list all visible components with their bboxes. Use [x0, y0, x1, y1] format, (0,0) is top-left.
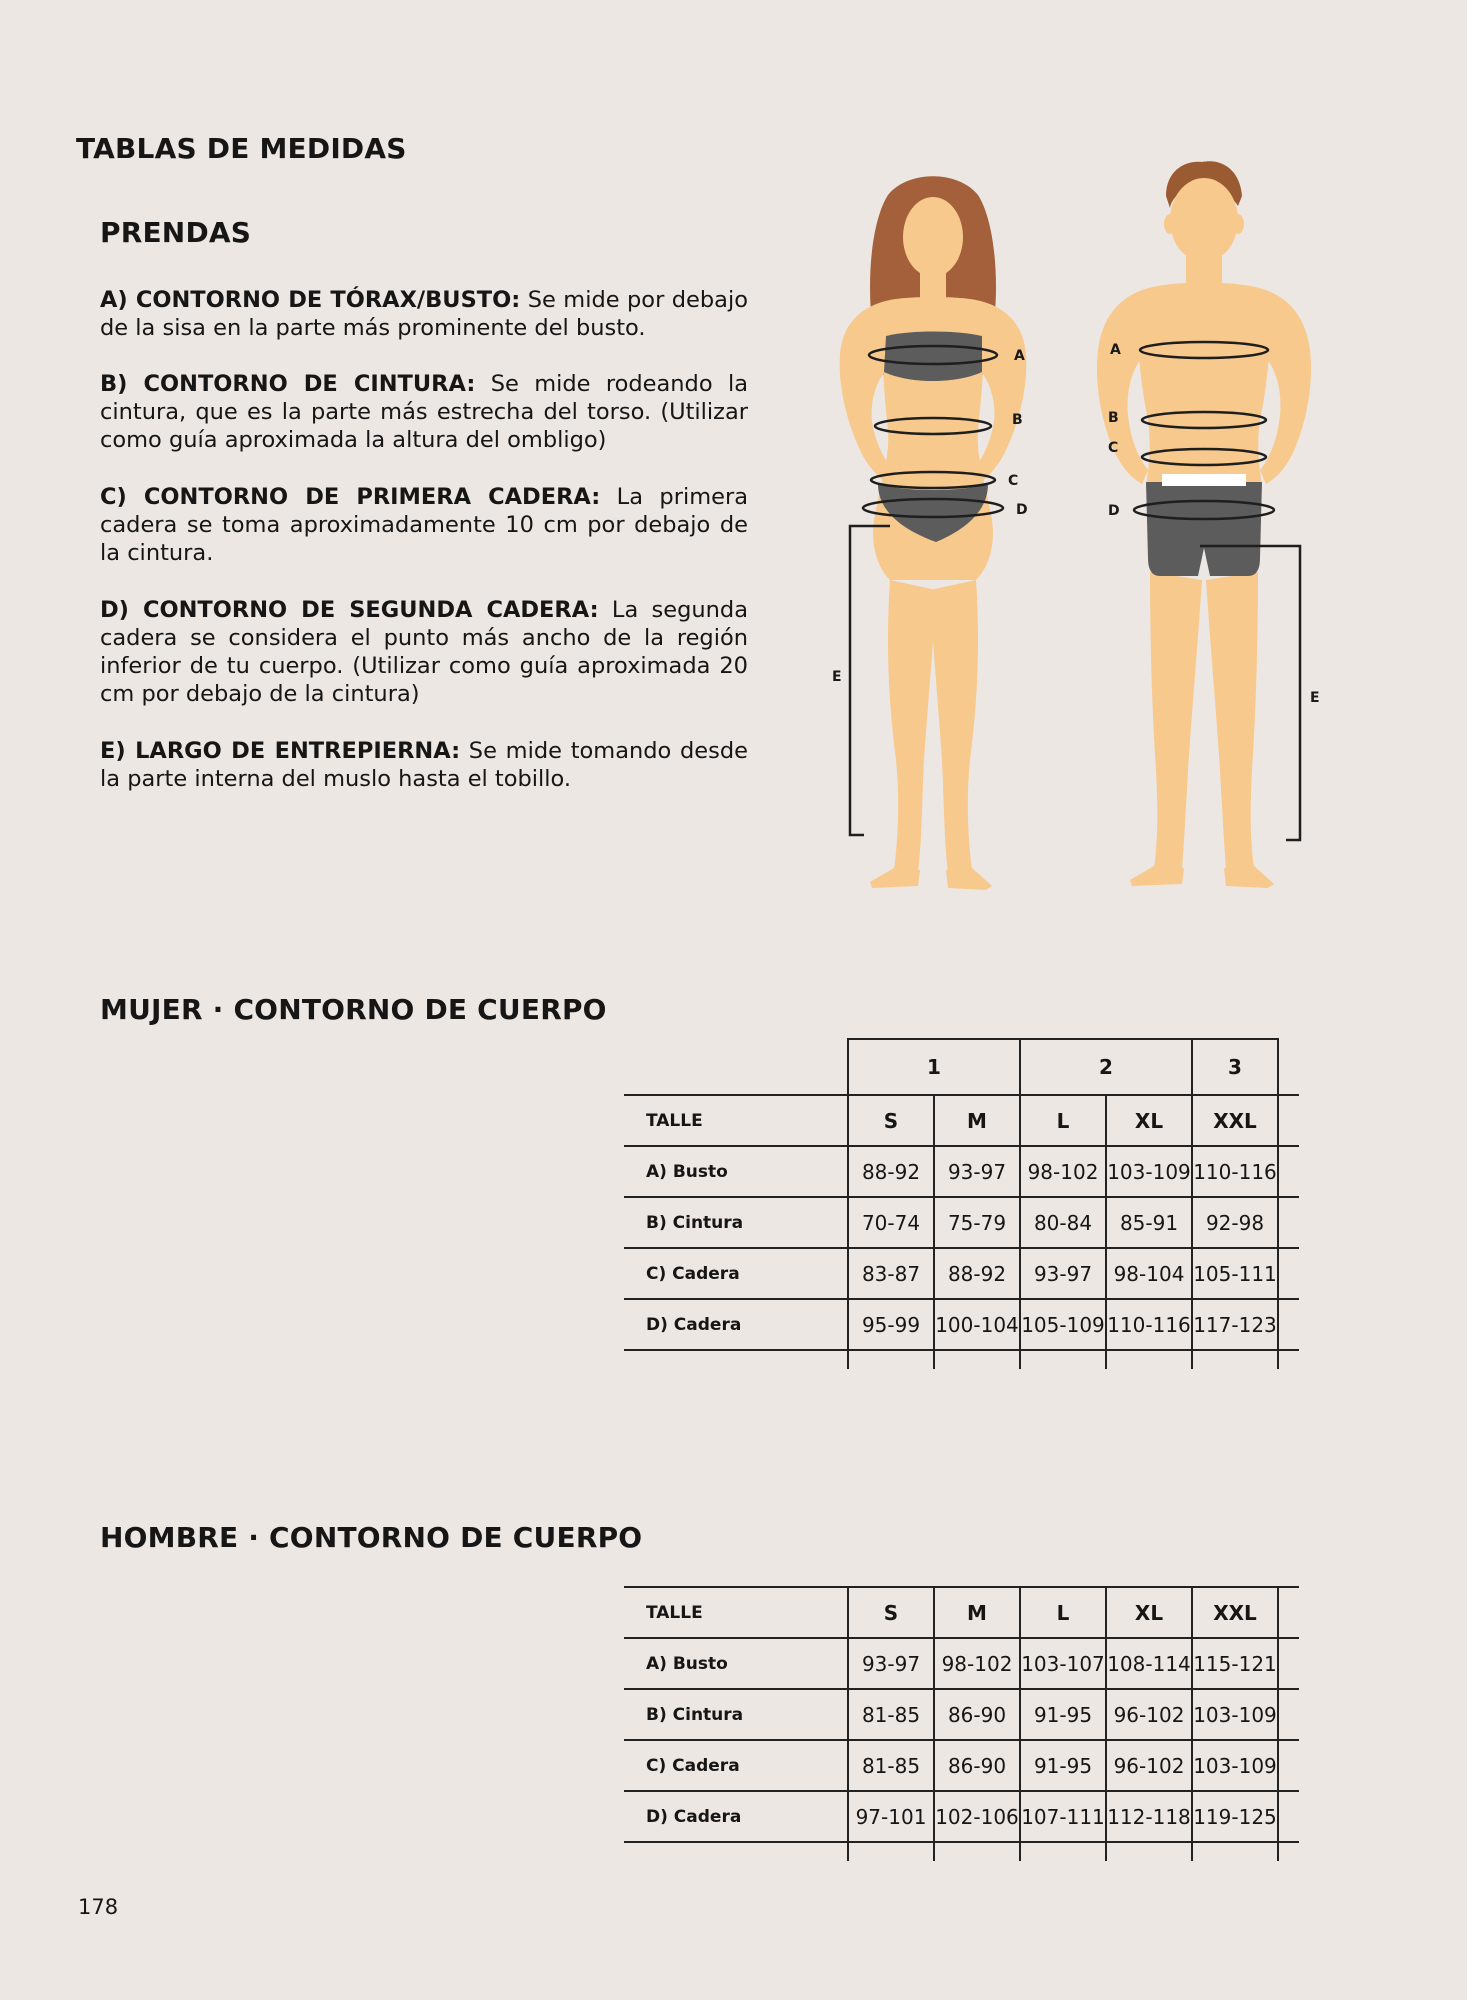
table-cell: 96-102	[1106, 1740, 1192, 1791]
label-a-woman: A	[1014, 348, 1025, 364]
women-group-2: 2	[1020, 1039, 1192, 1095]
table-cell: 119-125	[1192, 1791, 1278, 1842]
description-c-text: La primera cadera se toma aproximadamente 10 cm por debajo de la cintura.	[100, 484, 748, 566]
description-b-term: B) CONTORNO DE CINTURA:	[100, 371, 476, 397]
table-cell: 85-91	[1106, 1197, 1192, 1248]
description-d-text: La segunda cadera se considera el punto más ancho de la región inferior de tu cuerpo. (Utilizar como guía aproximada 20 cm por debajo de la cintura)	[100, 597, 748, 707]
table-cell: 86-90	[934, 1689, 1020, 1740]
description-b-text: Se mide rodeando la cintura, que es la parte más estrecha del torso. (Utilizar como guía aproximada la altura del ombligo)	[100, 371, 749, 453]
table-cell: 98-102	[1020, 1146, 1106, 1197]
women-group-1: 1	[848, 1039, 1020, 1095]
men-row-label: A) Busto	[624, 1638, 848, 1689]
table-cell: 81-85	[848, 1740, 934, 1791]
table-cell: 86-90	[934, 1740, 1020, 1791]
women-size-m: M	[934, 1095, 1020, 1146]
women-group-row	[624, 1039, 1299, 1095]
women-row-label: D) Cadera	[624, 1299, 848, 1350]
table-cell: 93-97	[934, 1146, 1020, 1197]
table-cell: 95-99	[848, 1299, 934, 1350]
women-group-3: 3	[1192, 1039, 1278, 1095]
women-row-cadera-d	[624, 1299, 1299, 1350]
table-cell: 103-107	[1020, 1638, 1106, 1689]
table-cell: 103-109	[1192, 1689, 1278, 1740]
women-row-label: A) Busto	[624, 1146, 848, 1197]
table-cell: 103-109	[1192, 1740, 1278, 1791]
men-row-label: C) Cadera	[624, 1740, 848, 1791]
table-cell: 97-101	[848, 1791, 934, 1842]
women-size-l: L	[1020, 1095, 1106, 1146]
men-header-label: TALLE	[624, 1587, 848, 1638]
woman-figure	[832, 176, 1028, 890]
label-d-woman: D	[1016, 502, 1028, 518]
table-cell: 83-87	[848, 1248, 934, 1299]
men-size-xl: XL	[1106, 1587, 1192, 1638]
description-e	[100, 737, 748, 793]
page-title: TABLAS DE MEDIDAS	[76, 132, 407, 165]
men-size-m: M	[934, 1587, 1020, 1638]
table-cell: 105-111	[1192, 1248, 1278, 1299]
women-header-row	[624, 1095, 1299, 1146]
description-e-text: Se mide tomando desde la parte interna del muslo hasta el tobillo.	[100, 738, 748, 792]
description-c	[100, 483, 748, 567]
table-cell: 107-111	[1020, 1791, 1106, 1842]
label-b-woman: B	[1012, 412, 1023, 428]
table-cell: 110-116	[1106, 1299, 1192, 1350]
description-a-text: Se mide por debajo de la sisa en la parte más prominente del busto.	[100, 287, 748, 341]
table-cell: 102-106	[934, 1791, 1020, 1842]
table-cell: 115-121	[1192, 1638, 1278, 1689]
women-row-busto	[624, 1146, 1299, 1197]
table-cell: 93-97	[848, 1638, 934, 1689]
women-row-label: B) Cintura	[624, 1197, 848, 1248]
label-d-man: D	[1108, 503, 1120, 519]
men-row-label: B) Cintura	[624, 1689, 848, 1740]
table-cell: 108-114	[1106, 1638, 1192, 1689]
women-row-cadera-c	[624, 1248, 1299, 1299]
women-table-title: MUJER · CONTORNO DE CUERPO	[100, 993, 607, 1026]
women-row-cintura	[624, 1197, 1299, 1248]
men-row-cadera-c	[624, 1740, 1299, 1791]
table-cell: 117-123	[1192, 1299, 1278, 1350]
description-c-term: C) CONTORNO DE PRIMERA CADERA:	[100, 484, 601, 510]
table-cell: 100-104	[934, 1299, 1020, 1350]
description-d	[100, 596, 748, 708]
table-cell: 88-92	[934, 1248, 1020, 1299]
table-cell: 110-116	[1192, 1146, 1278, 1197]
table-cell: 93-97	[1020, 1248, 1106, 1299]
table-cell: 105-109	[1020, 1299, 1106, 1350]
table-cell: 98-104	[1106, 1248, 1192, 1299]
description-a	[100, 286, 748, 342]
women-size-xl: XL	[1106, 1095, 1192, 1146]
women-header-label: TALLE	[624, 1095, 848, 1146]
table-cell: 88-92	[848, 1146, 934, 1197]
table-cell: 91-95	[1020, 1740, 1106, 1791]
men-header-row	[624, 1587, 1299, 1638]
label-c-woman: C	[1008, 473, 1019, 489]
women-size-table	[624, 1038, 1299, 1369]
label-c-man: C	[1108, 440, 1119, 456]
women-table-stub	[624, 1350, 1299, 1369]
men-size-s: S	[848, 1587, 934, 1638]
body-measurements-illustration	[790, 140, 1350, 900]
women-size-xxl: XXL	[1192, 1095, 1278, 1146]
men-row-cintura	[624, 1689, 1299, 1740]
table-cell: 92-98	[1192, 1197, 1278, 1248]
table-cell: 103-109	[1106, 1146, 1192, 1197]
men-row-label: D) Cadera	[624, 1791, 848, 1842]
table-cell: 81-85	[848, 1689, 934, 1740]
label-e-woman: E	[832, 669, 842, 685]
women-size-s: S	[848, 1095, 934, 1146]
table-cell: 91-95	[1020, 1689, 1106, 1740]
description-d-term: D) CONTORNO DE SEGUNDA CADERA:	[100, 597, 599, 623]
men-row-cadera-d	[624, 1791, 1299, 1842]
men-table-stub	[624, 1842, 1299, 1861]
men-size-l: L	[1020, 1587, 1106, 1638]
label-b-man: B	[1108, 410, 1119, 426]
label-a-man: A	[1110, 342, 1121, 358]
description-a-term: A) CONTORNO DE TÓRAX/BUSTO:	[100, 287, 521, 313]
women-row-label: C) Cadera	[624, 1248, 848, 1299]
men-row-busto	[624, 1638, 1299, 1689]
table-cell: 98-102	[934, 1638, 1020, 1689]
table-cell: 75-79	[934, 1197, 1020, 1248]
description-b	[100, 370, 748, 454]
page-number: 178	[78, 1895, 119, 1919]
men-table-title: HOMBRE · CONTORNO DE CUERPO	[100, 1521, 643, 1554]
section-title: PRENDAS	[100, 216, 252, 249]
table-cell: 70-74	[848, 1197, 934, 1248]
table-cell: 112-118	[1106, 1791, 1192, 1842]
table-cell: 96-102	[1106, 1689, 1192, 1740]
description-e-term: E) LARGO DE ENTREPIERNA:	[100, 738, 461, 764]
table-cell: 80-84	[1020, 1197, 1106, 1248]
label-e-man: E	[1310, 690, 1320, 706]
men-size-xxl: XXL	[1192, 1587, 1278, 1638]
man-figure	[1097, 161, 1320, 888]
men-size-table	[624, 1586, 1299, 1861]
